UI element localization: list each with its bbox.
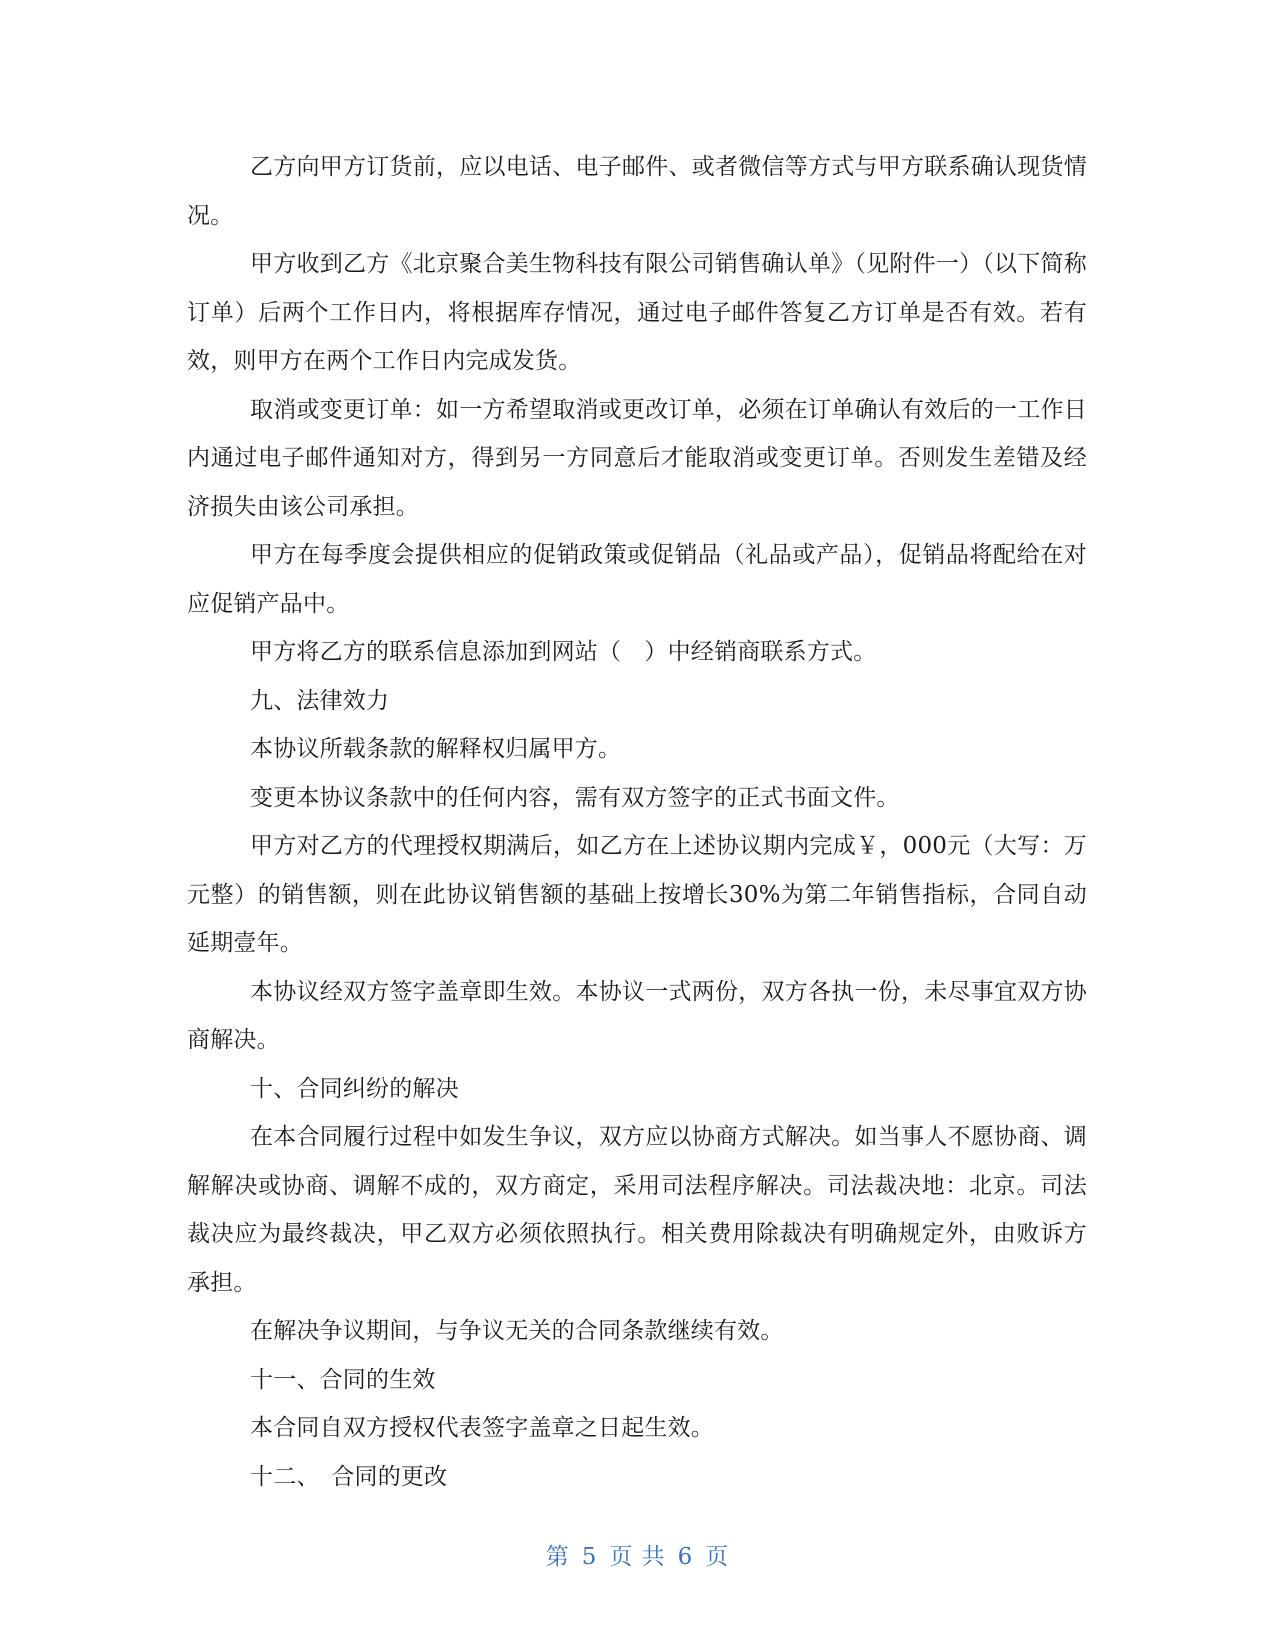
paragraph-amendment: 变更本协议条款中的任何内容，需有双方签字的正式书面文件。: [250, 784, 900, 811]
paragraph-interpretation: 本协议所载条款的解释权归属甲方。: [250, 736, 622, 762]
section-heading-contract-change: 十二、 合同的更改: [250, 1463, 448, 1490]
paragraph-order-reply: 甲方收到乙方《北京聚合美生物科技有限公司销售确认单》（见附件一）（以下简称订单）后两个工作日内，将根据库存情况，通过电子邮件答复乙方订单是否有效。若有效，则甲方在两个工作日内完成发货。: [187, 251, 1087, 374]
total-page-number: 6: [677, 1544, 694, 1570]
paragraph-dispute-resolution: 在本合同履行过程中如发生争议，双方应以协商方式解决。如当事人不愿协商、调解解决或协商、调解不成的，双方商定，采用司法程序解决。司法裁决地：北京。司法裁决应为最终裁决，甲乙双方必须依照执行。相关费用除裁决有明确规定外，由败诉方承担。: [187, 1124, 1087, 1296]
footer-suffix: 页: [705, 1544, 730, 1570]
paragraph-order-confirmation: 乙方向甲方订货前，应以电话、电子邮件、或者微信等方式与甲方联系确认现货情况。: [187, 154, 1087, 229]
document-body: [187, 143, 1087, 1501]
page-number-footer: [0, 1538, 1275, 1571]
section-heading-disputes: 十、合同纠纷的解决: [250, 1075, 459, 1102]
section-heading-legal-effect: 九、法律效力: [250, 687, 390, 714]
current-page-number: 5: [581, 1544, 598, 1570]
paragraph-effectiveness: 本协议经双方签字盖章即生效。本协议一式两份，双方各执一份，未尽事宜双方协商解决。: [187, 978, 1087, 1053]
paragraph-renewal: 甲方对乙方的代理授权期满后，如乙方在上述协议期内完成￥，000元（大写：万元整）的销售额，则在此协议销售额的基础上按增长30%为第二年销售指标，合同自动延期壹年。: [187, 833, 1087, 956]
footer-prefix: 第: [545, 1544, 570, 1570]
paragraph-cancel-order: 取消或变更订单：如一方希望取消或更改订单，必须在订单确认有效后的一工作日内通过电子邮件通知对方，得到另一方同意后才能取消或变更订单。否则发生差错及经济损失由该公司承担。: [187, 396, 1087, 520]
section-heading-contract-effect: 十一、合同的生效: [250, 1366, 436, 1393]
paragraph-promotion: 甲方在每季度会提供相应的促销政策或促销品（礼品或产品），促销品将配给在对应促销产品中。: [187, 542, 1087, 617]
paragraph-website-contact: 甲方将乙方的联系信息添加到网站（ ）中经销商联系方式。: [250, 639, 877, 665]
paragraph-dispute-period: 在解决争议期间，与争议无关的合同条款继续有效。: [250, 1318, 784, 1344]
footer-middle: 页 共: [609, 1544, 666, 1570]
paragraph-contract-effect: 本合同自双方授权代表签字盖章之日起生效。: [250, 1415, 714, 1441]
